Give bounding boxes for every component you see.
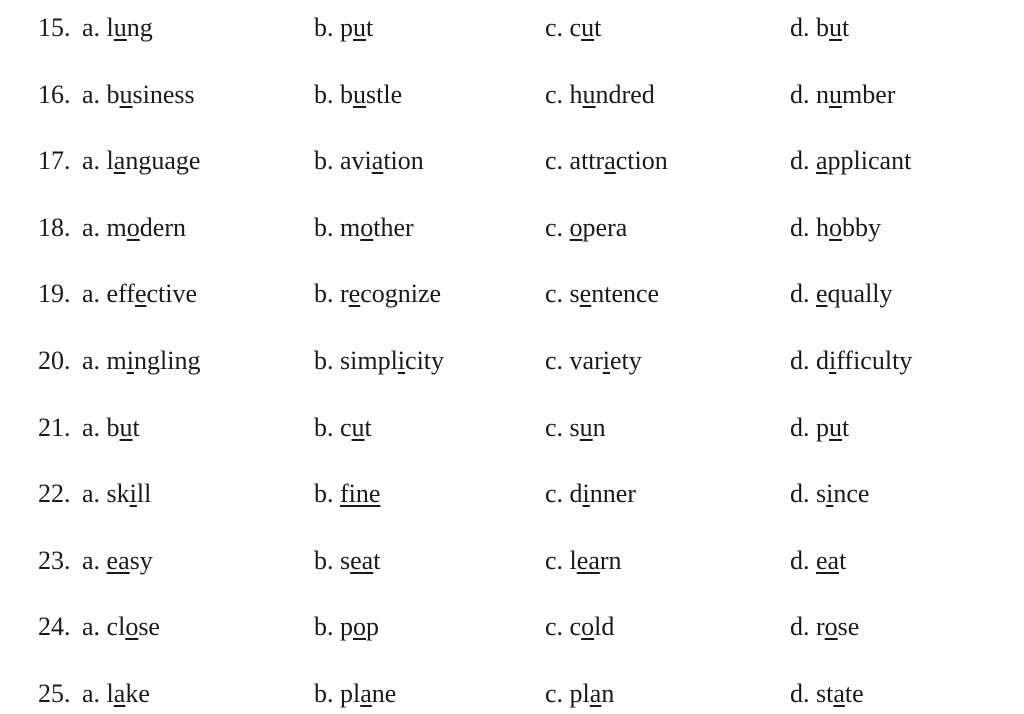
underlined-sound: ea (106, 545, 130, 575)
word-prefix: s (816, 479, 827, 509)
question-number: 23. (38, 545, 71, 575)
word-prefix: p (340, 612, 353, 642)
word-prefix: m (106, 346, 127, 375)
word-prefix: s (569, 412, 580, 442)
word-prefix: st (816, 679, 834, 708)
underlined-sound: i (826, 479, 834, 509)
word-prefix: l (569, 545, 577, 575)
option-letter: a. (82, 479, 101, 509)
question-row (0, 541, 1024, 581)
underlined-sound: e (348, 279, 361, 309)
question-row (0, 674, 1024, 714)
underlined-sound: e (134, 279, 147, 309)
option-word (570, 80, 655, 109)
option-letter: a. (82, 346, 101, 375)
underlined-sound: u (113, 13, 127, 42)
question-number: 16. (38, 79, 71, 109)
option-d (790, 208, 881, 248)
option-word (570, 13, 602, 42)
question-row (0, 607, 1024, 647)
word-prefix: var (569, 346, 603, 375)
option-letter: c. (545, 612, 564, 642)
word-prefix: l (106, 13, 114, 42)
option-word (340, 679, 396, 708)
word-suffix: stle (366, 79, 403, 109)
option-letter: a. (82, 146, 101, 176)
word-suffix: ll (136, 479, 152, 509)
option-word (816, 346, 912, 375)
option-letter: d. (790, 679, 810, 708)
word-prefix: b (106, 412, 120, 442)
option-letter: a. (82, 212, 101, 242)
option-d (790, 274, 893, 314)
option-letter: b. (314, 346, 334, 375)
word-prefix: pl (340, 679, 361, 708)
underlined-sound: o (824, 612, 838, 642)
question-row (0, 274, 1024, 314)
option-letter: c. (545, 212, 564, 242)
option-letter: a. (82, 412, 101, 442)
option-word (340, 146, 424, 175)
option-word (816, 679, 864, 708)
underlined-sound: o (829, 212, 842, 242)
word-prefix: sk (106, 479, 130, 509)
option-b (314, 141, 424, 181)
word-suffix: t (839, 545, 847, 575)
word-suffix: te (844, 679, 864, 708)
option-word (340, 479, 380, 508)
option-word (107, 479, 152, 508)
underlined-sound: o (125, 612, 139, 642)
question-number: 22. (38, 479, 71, 509)
word-prefix: eff (106, 279, 135, 309)
underlined-sound: o (569, 212, 583, 242)
word-suffix: n (601, 679, 615, 708)
underlined-sound: u (579, 412, 593, 442)
word-suffix: se (138, 612, 160, 642)
option-c (545, 75, 655, 115)
word-suffix: ntence (591, 279, 660, 309)
option-b (314, 674, 396, 714)
option-letter: b. (314, 612, 334, 642)
option-a (82, 541, 153, 581)
option-c (545, 474, 636, 514)
underlined-sound: i (126, 346, 135, 375)
option-a (82, 408, 140, 448)
word-prefix: m (106, 212, 127, 242)
word-prefix: simpl (340, 346, 398, 375)
underlined-sound: i (602, 346, 610, 375)
word-prefix: c (569, 13, 582, 42)
word-suffix: t (842, 412, 850, 442)
option-d (790, 541, 846, 581)
question-row (0, 408, 1024, 448)
underlined-sound: u (353, 79, 366, 109)
underlined-sound: u (119, 412, 133, 442)
word-prefix: d (816, 346, 829, 375)
option-b (314, 341, 444, 381)
option-a (82, 341, 200, 381)
option-letter: d. (790, 479, 810, 509)
option-letter: b. (314, 479, 334, 509)
word-prefix: cl (106, 612, 126, 642)
word-suffix: n (592, 412, 606, 442)
option-word (570, 679, 615, 708)
word-prefix: p (816, 412, 829, 442)
option-word (107, 346, 201, 375)
option-letter: d. (790, 346, 810, 375)
underlined-sound: u (119, 79, 133, 109)
word-suffix: dern (139, 212, 186, 242)
option-word (107, 80, 195, 109)
option-letter: d. (790, 279, 810, 309)
underlined-sound: a (113, 679, 126, 708)
option-letter: b. (314, 679, 334, 708)
option-d (790, 674, 864, 714)
word-suffix: pplicant (827, 146, 912, 176)
word-suffix: nce (833, 479, 870, 509)
underlined-sound: o (360, 212, 374, 242)
question-row (0, 341, 1024, 381)
option-word (107, 546, 153, 575)
option-word (570, 612, 615, 641)
option-letter: d. (790, 79, 810, 109)
question-number: 24. (38, 612, 71, 642)
option-b (314, 408, 372, 448)
word-prefix: l (106, 146, 114, 176)
option-a (82, 141, 200, 181)
question-row (0, 474, 1024, 514)
underlined-sound: u (829, 412, 842, 442)
option-word (340, 546, 380, 575)
option-word (570, 213, 628, 242)
word-prefix: c (569, 612, 582, 642)
option-word (107, 279, 197, 308)
word-suffix: p (366, 612, 379, 642)
underlined-sound: ea (350, 545, 374, 575)
word-suffix: cognize (360, 279, 442, 309)
option-a (82, 607, 160, 647)
underlined-sound: a (816, 146, 828, 176)
word-suffix: t (594, 13, 602, 42)
option-letter: c. (545, 79, 564, 109)
option-letter: c. (545, 346, 564, 375)
word-suffix: sy (129, 545, 153, 575)
option-letter: b. (314, 279, 334, 309)
word-prefix: d (569, 479, 583, 509)
option-d (790, 408, 849, 448)
option-letter: c. (545, 13, 564, 42)
underlined-sound: e (816, 279, 828, 309)
word-suffix: ld (594, 612, 615, 642)
option-word (816, 213, 881, 242)
underlined-sound: ea (816, 545, 840, 575)
word-suffix: t (373, 545, 381, 575)
option-word (816, 546, 846, 575)
option-word (570, 413, 606, 442)
option-letter: b. (314, 212, 334, 242)
question-row (0, 75, 1024, 115)
word-suffix: siness (132, 79, 195, 109)
option-word (570, 146, 668, 175)
word-suffix: t (842, 13, 850, 42)
question-number: 20. (38, 346, 71, 375)
underlined-sound: fine (340, 479, 381, 509)
option-letter: a. (82, 679, 101, 708)
option-b (314, 541, 380, 581)
underlined-sound: a (589, 679, 602, 708)
word-prefix: pl (569, 679, 590, 708)
option-c (545, 607, 614, 647)
underlined-sound: i (129, 479, 137, 509)
option-letter: c. (545, 679, 564, 708)
word-suffix: mber (842, 79, 896, 109)
option-word (107, 679, 150, 708)
underlined-sound: u (829, 13, 842, 42)
option-b (314, 208, 414, 248)
option-a (82, 274, 197, 314)
option-c (545, 674, 614, 714)
option-word (816, 146, 911, 175)
underlined-sound: a (371, 146, 384, 176)
option-letter: a. (82, 79, 101, 109)
option-letter: c. (545, 146, 564, 176)
option-word (816, 612, 859, 641)
option-word (340, 346, 444, 375)
option-letter: d. (790, 146, 810, 176)
word-prefix: l (106, 679, 114, 708)
option-word (570, 479, 636, 508)
word-suffix: bby (842, 212, 881, 242)
option-a (82, 208, 186, 248)
word-suffix: qually (827, 279, 893, 309)
option-word (340, 213, 414, 242)
word-prefix: m (340, 212, 361, 242)
option-letter: b. (314, 412, 334, 442)
underlined-sound: o (126, 212, 140, 242)
underlined-sound: u (829, 79, 842, 109)
question-number: 25. (38, 679, 71, 708)
word-prefix: s (569, 279, 580, 309)
underlined-sound: i (829, 346, 837, 375)
underlined-sound: a (833, 679, 845, 708)
option-letter: b. (314, 79, 334, 109)
option-letter: d. (790, 412, 810, 442)
word-suffix: t (366, 13, 374, 42)
word-prefix: b (816, 13, 829, 42)
underlined-sound: u (581, 13, 595, 42)
option-a (82, 75, 195, 115)
option-word (107, 413, 140, 442)
word-suffix: tion (383, 146, 424, 176)
option-letter: c. (545, 545, 564, 575)
option-c (545, 208, 627, 248)
question-row (0, 8, 1024, 48)
word-suffix: ther (373, 212, 414, 242)
option-word (340, 13, 373, 42)
option-word (816, 13, 849, 42)
option-b (314, 75, 402, 115)
option-d (790, 341, 912, 381)
word-prefix: s (340, 545, 351, 575)
option-letter: a. (82, 279, 101, 309)
word-prefix: b (340, 79, 353, 109)
word-suffix: nner (589, 479, 636, 509)
option-word (340, 612, 379, 641)
option-letter: b. (314, 146, 334, 176)
option-letter: a. (82, 13, 101, 42)
option-word (340, 80, 402, 109)
underlined-sound: i (397, 346, 406, 375)
option-word (570, 546, 622, 575)
option-letter: a. (82, 612, 101, 642)
option-word (816, 279, 893, 308)
word-prefix: h (569, 79, 583, 109)
underlined-sound: o (353, 612, 366, 642)
word-suffix: se (837, 612, 860, 642)
option-d (790, 8, 849, 48)
word-suffix: ke (125, 679, 150, 708)
option-letter: c. (545, 279, 564, 309)
option-letter: b. (314, 13, 334, 42)
option-c (545, 408, 606, 448)
underlined-sound: u (582, 79, 596, 109)
question-number: 18. (38, 212, 71, 242)
underlined-sound: a (113, 146, 126, 176)
word-suffix: ndred (595, 79, 655, 109)
underlined-sound: e (579, 279, 592, 309)
option-d (790, 607, 859, 647)
option-c (545, 341, 642, 381)
question-row (0, 208, 1024, 248)
word-suffix: nguage (125, 146, 201, 176)
word-suffix: t (364, 412, 372, 442)
option-letter: b. (314, 545, 334, 575)
word-suffix: ctive (146, 279, 198, 309)
word-prefix: h (816, 212, 829, 242)
word-prefix: r (816, 612, 825, 642)
option-c (545, 141, 668, 181)
option-word (107, 13, 153, 42)
underlined-sound: o (581, 612, 595, 642)
option-d (790, 75, 895, 115)
word-suffix: ction (615, 146, 668, 176)
option-letter: c. (545, 479, 564, 509)
word-suffix: city (405, 346, 445, 375)
word-prefix: n (816, 79, 829, 109)
option-letter: d. (790, 212, 810, 242)
word-suffix: t (132, 412, 140, 442)
question-number: 21. (38, 412, 71, 442)
option-letter: d. (790, 13, 810, 42)
word-prefix: attr (569, 146, 605, 176)
option-word (570, 279, 660, 308)
underlined-sound: a (360, 679, 372, 708)
option-d (790, 474, 869, 514)
option-a (82, 474, 151, 514)
word-suffix: ng (126, 13, 153, 42)
underlined-sound: a (604, 146, 616, 176)
option-b (314, 274, 441, 314)
underlined-sound: u (353, 13, 366, 42)
option-a (82, 8, 153, 48)
option-b (314, 607, 379, 647)
question-number: 17. (38, 146, 71, 176)
option-letter: d. (790, 612, 810, 642)
option-letter: d. (790, 545, 810, 575)
option-word (340, 413, 372, 442)
option-letter: a. (82, 545, 101, 575)
option-c (545, 8, 601, 48)
option-word (107, 146, 201, 175)
option-a (82, 674, 150, 714)
word-prefix: c (340, 412, 352, 442)
option-word (107, 213, 186, 242)
option-letter: c. (545, 412, 564, 442)
option-word (816, 479, 869, 508)
option-word (816, 80, 895, 109)
option-c (545, 541, 622, 581)
option-d (790, 141, 911, 181)
question-number: 19. (38, 279, 71, 309)
underlined-sound: u (351, 412, 365, 442)
word-suffix: fficulty (836, 346, 913, 375)
word-suffix: rn (599, 545, 622, 575)
underlined-sound: i (582, 479, 590, 509)
word-prefix: b (106, 79, 120, 109)
question-number: 15. (38, 13, 71, 42)
option-word (340, 279, 441, 308)
option-word (107, 612, 160, 641)
word-prefix: r (340, 279, 349, 309)
option-c (545, 274, 659, 314)
option-b (314, 474, 380, 514)
option-word (816, 413, 849, 442)
word-prefix: avi (340, 146, 372, 176)
underlined-sound: ea (576, 545, 600, 575)
word-suffix: ne (371, 679, 397, 708)
word-suffix: ngling (134, 346, 201, 375)
word-prefix: p (340, 13, 353, 42)
word-suffix: pera (582, 212, 628, 242)
question-row (0, 141, 1024, 181)
option-word (570, 346, 642, 375)
option-b (314, 8, 373, 48)
word-suffix: ety (609, 346, 642, 375)
